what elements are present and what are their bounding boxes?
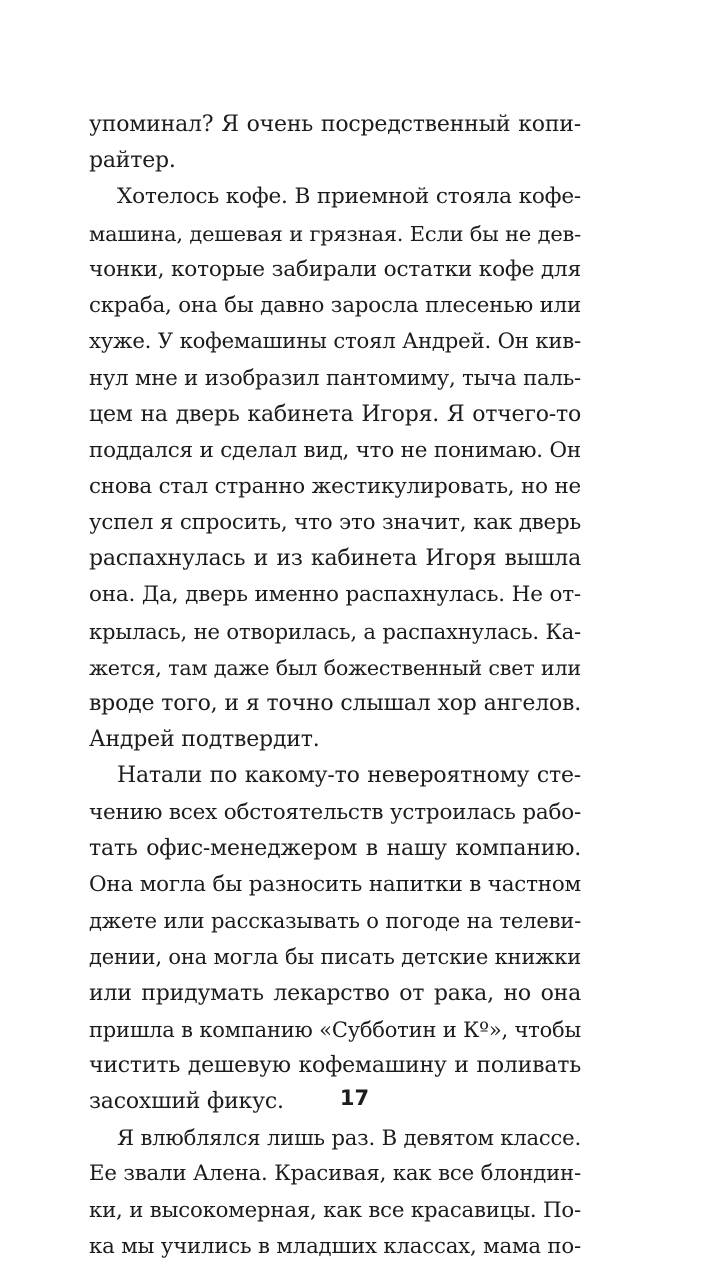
text-line: Андрей подтвердит. bbox=[89, 727, 320, 753]
text-line: ки, и высокомерная, как все красавицы. По- bbox=[89, 1197, 581, 1223]
text-line: дении, она могла бы писать детские книжки bbox=[89, 944, 581, 970]
text-line: Я влюблялся лишь раз. В девятом классе. bbox=[117, 1125, 581, 1151]
text-line: засохший фикус. bbox=[89, 1089, 284, 1115]
text-line: чению всех обстоятельств устроилась рабо- bbox=[89, 799, 581, 825]
text-line: упоминал? Я очень посредственный копи- bbox=[89, 112, 581, 137]
text-line: тать офис-менеджером в нашу компанию. bbox=[89, 835, 581, 861]
text-line: хуже. У кофемашины стоял Андрей. Он кив- bbox=[89, 329, 581, 355]
text-line: джете или рассказывать о погоде на телеви- bbox=[89, 908, 581, 934]
text-line: Ее звали Алена. Красивая, как все блондин- bbox=[89, 1161, 581, 1187]
text-line: жется, там даже был божественный свет или bbox=[89, 655, 581, 680]
text-line: чонки, которые забирали остатки кофе для bbox=[89, 256, 581, 282]
text-line: Хотелось кофе. В приемной стояла кофе- bbox=[117, 184, 581, 210]
text-line: чистить дешевую кофемашину и поливать bbox=[89, 1052, 581, 1078]
text-line: успел я спросить, что это значит, как дверь bbox=[89, 510, 581, 536]
text-line: снова стал странно жестикулировать, но не bbox=[89, 473, 581, 499]
text-line: ка мы учились в младших классах, мама по- bbox=[89, 1233, 581, 1259]
page-number: 17 bbox=[339, 1086, 370, 1110]
text-line: распахнулась и из кабинета Игоря вышла bbox=[89, 546, 581, 572]
text-line: скраба, она бы давно заросла плесенью или bbox=[89, 292, 581, 318]
text-line: пришла в компанию «Субботин и Кº», чтобы bbox=[89, 1017, 581, 1042]
text-line: поддался и сделал вид, что не понимаю. Он bbox=[89, 437, 581, 463]
text-line: нул мне и изобразил пантомиму, тыча паль- bbox=[89, 365, 581, 391]
text-line: вроде того, и я точно слышал хор ангелов. bbox=[89, 691, 581, 716]
text-line: Она могла бы разносить напитки в частном bbox=[89, 871, 581, 897]
text-line: она. Да, дверь именно распахнулась. Не от- bbox=[89, 582, 581, 608]
text-line: райтер. bbox=[89, 148, 176, 174]
text-line: машина, дешевая и грязная. Если бы не дев- bbox=[89, 221, 581, 246]
text-line: крылась, не отворилась, а распахнулась. Ка- bbox=[89, 618, 581, 644]
text-line: или придумать лекарство от рака, но она bbox=[89, 980, 581, 1006]
text-line: цем на дверь кабинета Игоря. Я отчего-то bbox=[89, 401, 581, 427]
text-line: Натали по какому-то невероятному сте- bbox=[117, 763, 581, 789]
